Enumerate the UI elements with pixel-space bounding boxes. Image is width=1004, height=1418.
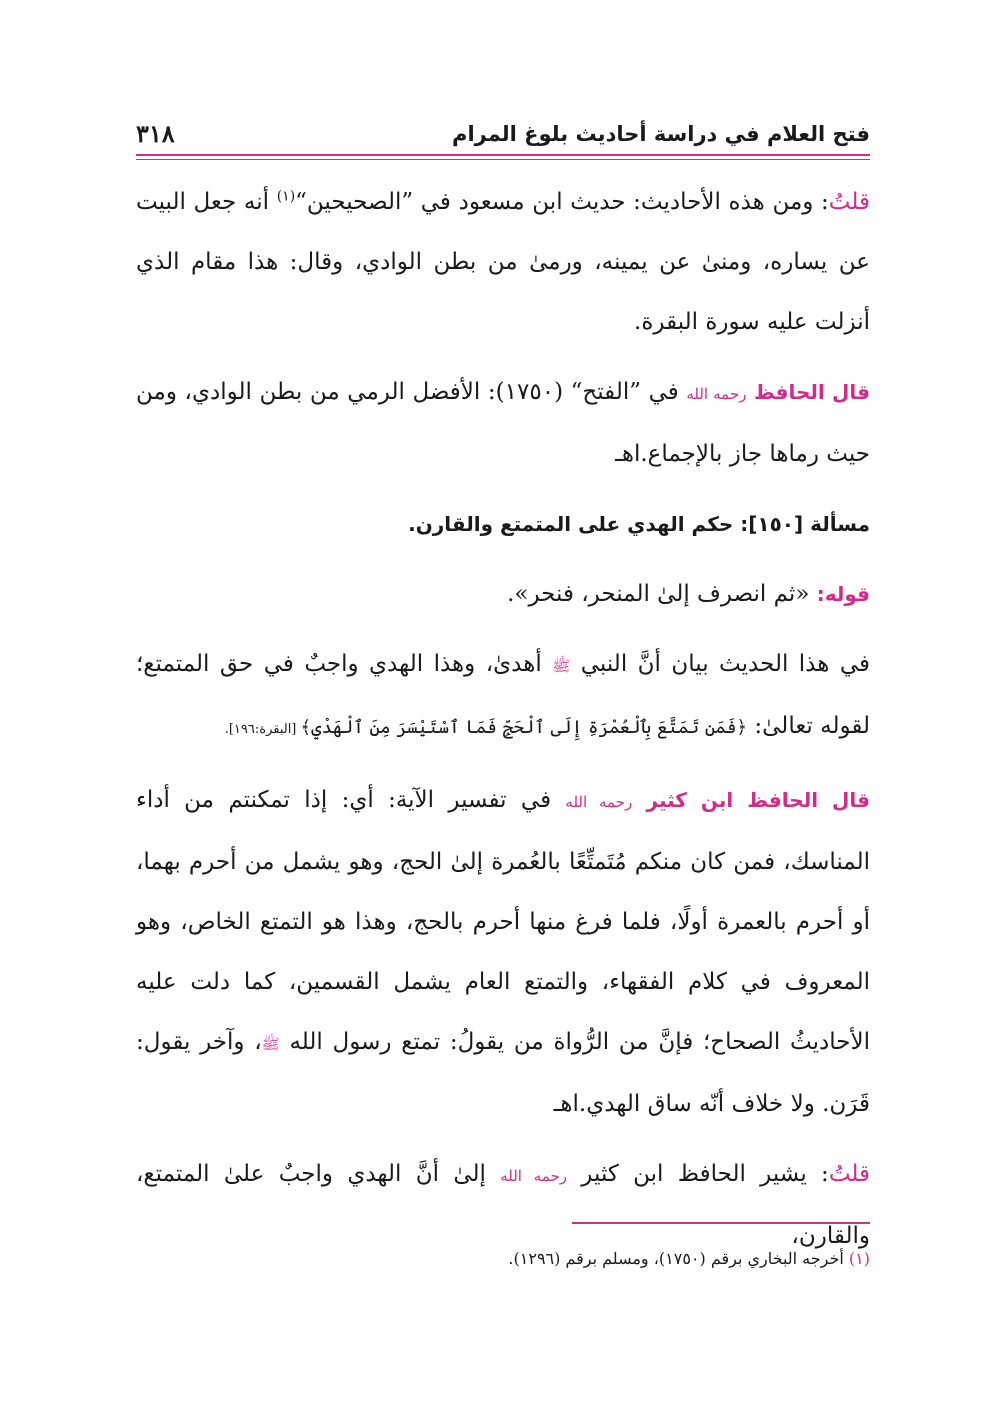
quran-verse: ﴿فَمَن تَمَتَّعَ بِٱلْعُمْرَةِ إِلَى ٱلْحَجِّ فَمَا ٱسْتَيْسَرَ مِنَ ٱلْهَدْيِ﴾ — [300, 717, 748, 738]
body-text — [136, 172, 870, 1276]
honorific: ﷺ — [552, 657, 571, 675]
footnote-number: (١) — [848, 1249, 870, 1268]
paragraph-text: إلىٰ أنَّ الهدي واجبٌ علىٰ المتمتع، والقارن، — [136, 1161, 870, 1249]
paragraph-text: «ثم انصرف إلىٰ المنحر، فنحر». — [507, 581, 817, 607]
paragraph-lead: قال الحافظ ابن كثير — [646, 788, 871, 812]
footnote-divider — [572, 1222, 870, 1224]
running-title: فتح العلام في دراسة أحاديث بلوغ المرام — [452, 122, 870, 146]
page-number: ٣١٨ — [136, 119, 175, 148]
paragraph-text: في هذا الحديث بيان أنَّ النبي — [570, 651, 870, 677]
issue-label: مسألة [١٥٠]: — [740, 512, 870, 536]
issue-heading — [136, 494, 870, 554]
honorific: ﷺ — [261, 1035, 280, 1053]
paragraph-text: : يشير الحافظ ابن كثير — [566, 1161, 829, 1187]
verse-reference: [البقرة:١٩٦]. — [224, 722, 301, 737]
honorific: رحمه الله — [565, 793, 633, 811]
paragraph-text: أنه جعل البيت عن يساره، ومنىٰ عن يمينه، ورمىٰ من بطن الوادي، وقال: هذا مقام الذي أنزلت عليه سورة البقرة. — [136, 189, 870, 335]
paragraph-4 — [136, 634, 870, 760]
issue-title: حكم الهدي على المتمتع والقارن. — [408, 512, 741, 536]
page-header — [136, 110, 870, 156]
honorific: رحمه الله — [686, 385, 747, 403]
footnote — [136, 1244, 870, 1274]
paragraph-lead: قال الحافظ — [753, 380, 870, 404]
paragraph-text: ، وآخر يقول: قَرَن. ولا خلاف أنّه ساق الهدي.اهـ — [136, 1029, 870, 1117]
paragraph-2 — [136, 362, 870, 484]
paragraph-lead: قوله: — [816, 582, 870, 606]
footnote-ref[interactable]: (١) — [276, 188, 296, 205]
paragraph-text: أهدىٰ، وهذا الهدي واجبٌ في حق المتمتع؛ لقوله تعالىٰ: — [136, 651, 870, 739]
paragraph-text: في تفسير الآية: أي: إذا تمكنتم من أداء المناسك، فمن كان منكم مُتَمتِّعًا بالعُمرة إلىٰ الحج، وهو يشمل من أحرم بهما، أو أحرم بالعمرة أولًا، فلما فرغ منها أحرم بالحج، وهذا هو التمتع الخاص، وهو المعروف في كلام الفقهاء، والتمتع العام يشمل القسمين، كما دلت عليه الأحاديثُ الصحاح؛ فإنَّ من الرُّواة من يقولُ: تمتع رسول الله — [136, 787, 870, 1055]
paragraph-3 — [136, 564, 870, 624]
footnote-text: أخرجه البخاري برقم (١٧٥٠)، ومسلم برقم (١٢٩٦). — [508, 1249, 849, 1268]
paragraph-text: في ”الفتح“ (١٧٥٠): الأفضل الرمي من بطن الوادي، ومن حيث رماها جاز بالإجماع.اهـ — [136, 379, 870, 467]
paragraph-5 — [136, 770, 870, 1134]
paragraph-text: : ومن هذه الأحاديث: حديث ابن مسعود في ”الصحيحين“ — [295, 189, 829, 215]
paragraph-lead: قلتُ — [828, 1161, 871, 1187]
paragraph-1 — [136, 172, 870, 352]
paragraph-lead: قلتُ — [828, 189, 870, 215]
honorific: رحمه الله — [500, 1167, 567, 1185]
